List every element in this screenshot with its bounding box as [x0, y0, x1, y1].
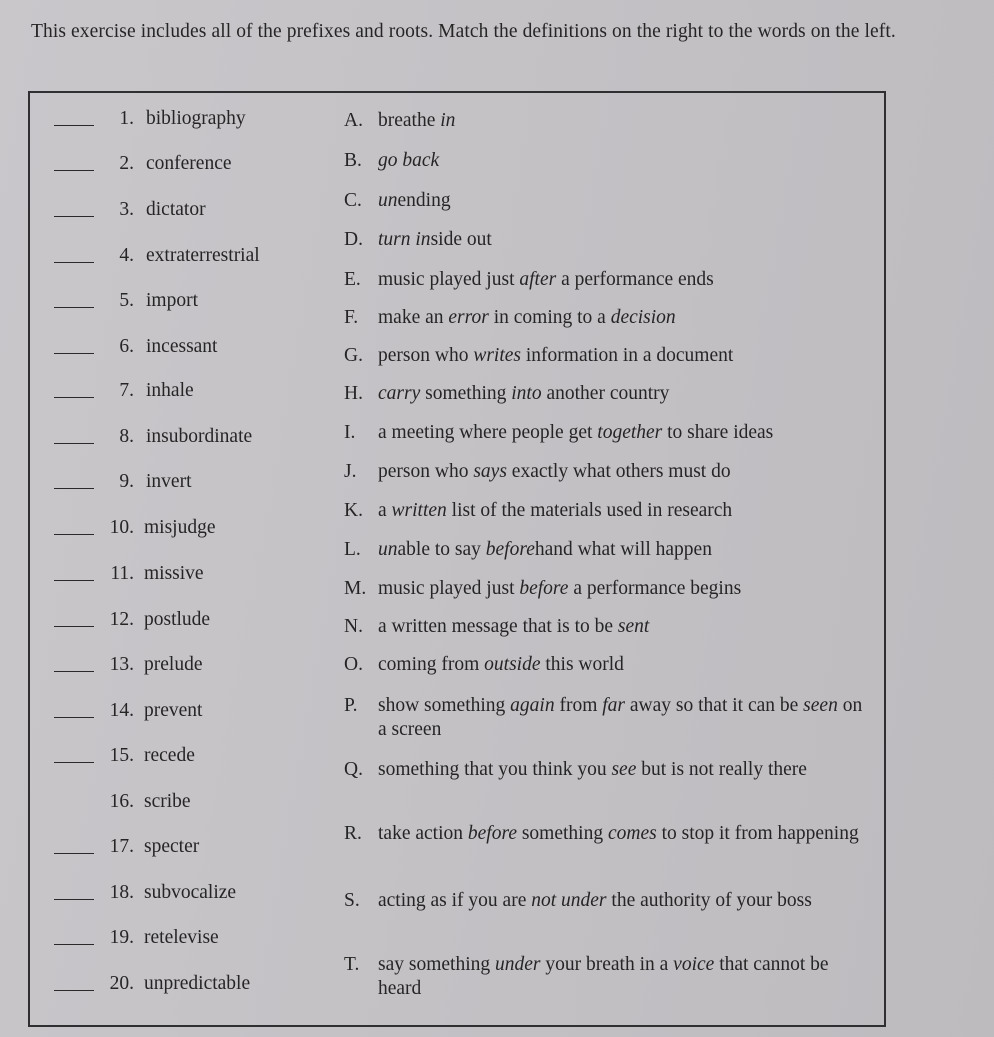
definition-text: take action before something comes to stop it from happening: [378, 823, 859, 844]
word-number: 16.: [109, 791, 134, 812]
definition-text: carry something into another country: [378, 383, 670, 404]
word-text: conference: [146, 153, 232, 174]
word-number: 14.: [109, 700, 134, 721]
definition-text: something that you think you see but is not really there: [378, 759, 807, 780]
answer-blank[interactable]: [54, 990, 94, 991]
answer-blank[interactable]: [54, 626, 94, 627]
word-text: subvocalize: [144, 882, 237, 903]
definition-text: show something again from far away so that it can be seen on a screen: [378, 695, 863, 740]
word-number: 17.: [109, 836, 134, 857]
definition-letter: P.: [344, 695, 358, 716]
definition-text: say something under your breath in a voice that cannot be heard: [378, 954, 829, 999]
answer-blank[interactable]: [54, 671, 94, 672]
definition-letter: Q.: [344, 759, 363, 780]
word-number: 3.: [119, 199, 134, 220]
definition-letter: B.: [344, 150, 362, 171]
definition-letter: S.: [344, 890, 360, 911]
definition-letter: C.: [344, 190, 362, 211]
definition-text: acting as if you are not under the authority of your boss: [378, 890, 812, 911]
word-number: 13.: [109, 654, 134, 675]
definition-text: go back: [378, 150, 440, 171]
answer-blank[interactable]: [54, 580, 94, 581]
word-number: 10.: [109, 517, 134, 538]
word-number: 2.: [119, 153, 134, 174]
word-number: 11.: [110, 563, 134, 584]
word-text: prelude: [144, 654, 203, 675]
word-text: missive: [144, 563, 204, 584]
word-text: unpredictable: [144, 973, 251, 994]
word-number: 7.: [119, 380, 134, 401]
definition-text: unending: [378, 190, 451, 211]
word-text: specter: [144, 836, 200, 857]
word-number: 12.: [109, 609, 134, 630]
definition-text: breathe in: [378, 110, 456, 131]
definition-letter: M.: [344, 578, 367, 599]
word-text: bibliography: [146, 108, 246, 129]
definition-text: music played just before a performance begins: [378, 578, 742, 599]
word-text: misjudge: [144, 517, 216, 538]
answer-blank[interactable]: [54, 307, 94, 308]
answer-blank[interactable]: [54, 717, 94, 718]
definition-text: make an error in coming to a decision: [378, 307, 676, 328]
word-text: recede: [144, 745, 195, 766]
definition-letter: N.: [344, 616, 363, 637]
definition-letter: R.: [344, 823, 362, 844]
word-text: retelevise: [144, 927, 219, 948]
word-number: 1.: [119, 108, 134, 129]
instructions-text: This exercise includes all of the prefixes and roots. Match the definitions on the right to the words on the left.: [31, 21, 896, 42]
definition-letter: T.: [344, 954, 360, 975]
answer-blank[interactable]: [54, 853, 94, 854]
answer-blank[interactable]: [54, 443, 94, 444]
answer-blank[interactable]: [54, 125, 94, 126]
definition-text: turn inside out: [378, 229, 492, 250]
word-number: 19.: [109, 927, 134, 948]
word-number: 4.: [119, 245, 134, 266]
definition-letter: F.: [344, 307, 359, 328]
word-number: 20.: [109, 973, 134, 994]
word-text: insubordinate: [146, 426, 253, 447]
word-text: prevent: [144, 700, 203, 721]
answer-blank[interactable]: [54, 944, 94, 945]
answer-blank[interactable]: [54, 262, 94, 263]
word-text: inhale: [146, 380, 194, 401]
definition-text: unable to say beforehand what will happen: [378, 539, 712, 560]
word-text: incessant: [146, 336, 218, 357]
word-number: 8.: [119, 426, 134, 447]
definition-letter: K.: [344, 500, 363, 521]
definition-letter: A.: [344, 110, 363, 131]
definition-text: a meeting where people get together to share ideas: [378, 422, 774, 443]
answer-blank[interactable]: [54, 170, 94, 171]
definition-letter: J.: [344, 461, 357, 482]
definition-text: music played just after a performance ends: [378, 269, 714, 290]
word-text: import: [146, 290, 198, 311]
definition-letter: D.: [344, 229, 363, 250]
definition-text: a written message that is to be sent: [378, 616, 650, 637]
word-text: invert: [146, 471, 192, 492]
definition-letter: I.: [344, 422, 356, 443]
word-number: 5.: [119, 290, 134, 311]
definition-letter: O.: [344, 654, 363, 675]
word-number: 15.: [109, 745, 134, 766]
answer-blank[interactable]: [54, 534, 94, 535]
answer-blank[interactable]: [54, 762, 94, 763]
definition-letter: L.: [344, 539, 361, 560]
definition-letter: E.: [344, 269, 361, 290]
definition-letter: G.: [344, 345, 363, 366]
word-number: 6.: [119, 336, 134, 357]
answer-blank[interactable]: [54, 397, 94, 398]
word-text: scribe: [144, 791, 191, 812]
answer-blank[interactable]: [54, 899, 94, 900]
word-text: dictator: [146, 199, 206, 220]
definition-letter: H.: [344, 383, 363, 404]
word-text: extraterrestrial: [146, 245, 260, 266]
definition-text: person who writes information in a document: [378, 345, 734, 366]
definition-text: person who says exactly what others must do: [378, 461, 731, 482]
word-text: postlude: [144, 609, 211, 630]
word-number: 18.: [109, 882, 134, 903]
definition-text: coming from outside this world: [378, 654, 624, 675]
word-number: 9.: [119, 471, 134, 492]
definition-text: a written list of the materials used in research: [378, 500, 733, 521]
answer-blank[interactable]: [54, 216, 94, 217]
answer-blank[interactable]: [54, 488, 94, 489]
answer-blank[interactable]: [54, 353, 94, 354]
